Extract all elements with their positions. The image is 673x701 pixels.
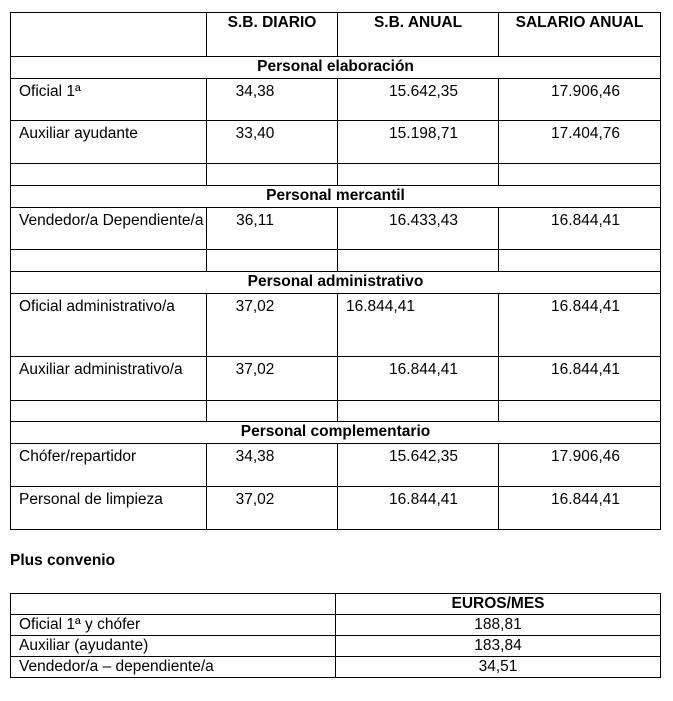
table-row <box>11 487 661 530</box>
empty-row <box>11 164 661 186</box>
header-row <box>11 13 661 57</box>
salary-table <box>10 12 661 530</box>
row-sb-diario: 34,38 <box>207 79 338 121</box>
row-salario-anual: 16.844,41 <box>499 294 661 357</box>
table-row <box>11 615 661 636</box>
row-sb-diario: 36,11 <box>207 208 338 250</box>
row-value: 34,51 <box>336 657 661 678</box>
row-salario-anual: 16.844,41 <box>499 357 661 401</box>
row-salario-anual: 16.844,41 <box>499 208 661 250</box>
header-row <box>11 594 661 615</box>
row-sb-anual: 16.844,41 <box>338 487 499 530</box>
section-title: Personal administrativo <box>11 272 661 294</box>
row-salario-anual: 17.906,46 <box>499 79 661 121</box>
table-row <box>11 121 661 164</box>
row-name: Auxiliar ayudante <box>11 121 207 164</box>
table-row <box>11 657 661 678</box>
section-title: Personal complementario <box>11 422 661 444</box>
row-salario-anual: 17.404,76 <box>499 121 661 164</box>
row-sb-diario: 34,38 <box>207 444 338 487</box>
row-sb-diario: 37,02 <box>207 294 338 357</box>
row-sb-anual: 15.642,35 <box>338 79 499 121</box>
header-euros-mes: EUROS/MES <box>336 594 661 615</box>
row-sb-anual: 15.198,71 <box>338 121 499 164</box>
row-name: Vendedor/a Dependiente/a <box>11 208 207 250</box>
header-empty <box>11 13 207 57</box>
row-value: 183,84 <box>336 636 661 657</box>
header-sb-diario: S.B. DIARIO <box>207 13 338 57</box>
header-salario-anual: SALARIO ANUAL <box>499 13 661 57</box>
row-name: Vendedor/a – dependiente/a <box>11 657 336 678</box>
row-name: Personal de limpieza <box>11 487 207 530</box>
row-name: Oficial administrativo/a <box>11 294 207 357</box>
row-salario-anual: 16.844,41 <box>499 487 661 530</box>
section-title: Personal mercantil <box>11 186 661 208</box>
row-value: 188,81 <box>336 615 661 636</box>
plus-convenio-heading: Plus convenio <box>10 552 116 569</box>
plus-convenio-table <box>10 593 661 678</box>
table-row <box>11 208 661 250</box>
row-sb-diario: 37,02 <box>207 487 338 530</box>
row-name: Oficial 1ª y chófer <box>11 615 336 636</box>
table-row <box>11 294 661 357</box>
row-sb-anual: 16.844,41 <box>338 357 499 401</box>
empty-row <box>11 401 661 422</box>
row-sb-anual: 16.433,43 <box>338 208 499 250</box>
header-sb-anual: S.B. ANUAL <box>338 13 499 57</box>
row-name: Oficial 1ª <box>11 79 207 121</box>
row-sb-diario: 33,40 <box>207 121 338 164</box>
table-row <box>11 79 661 121</box>
row-sb-anual: 15.642,35 <box>338 444 499 487</box>
row-name: Chófer/repartidor <box>11 444 207 487</box>
row-salario-anual: 17.906,46 <box>499 444 661 487</box>
row-name: Auxiliar (ayudante) <box>11 636 336 657</box>
table-row <box>11 444 661 487</box>
row-sb-diario: 37,02 <box>207 357 338 401</box>
table-row <box>11 636 661 657</box>
empty-row <box>11 250 661 272</box>
header-empty <box>11 594 336 615</box>
row-sb-anual: 16.844,41 <box>338 294 499 357</box>
table-row <box>11 357 661 401</box>
row-name: Auxiliar administrativo/a <box>11 357 207 401</box>
section-title: Personal elaboración <box>11 57 661 79</box>
